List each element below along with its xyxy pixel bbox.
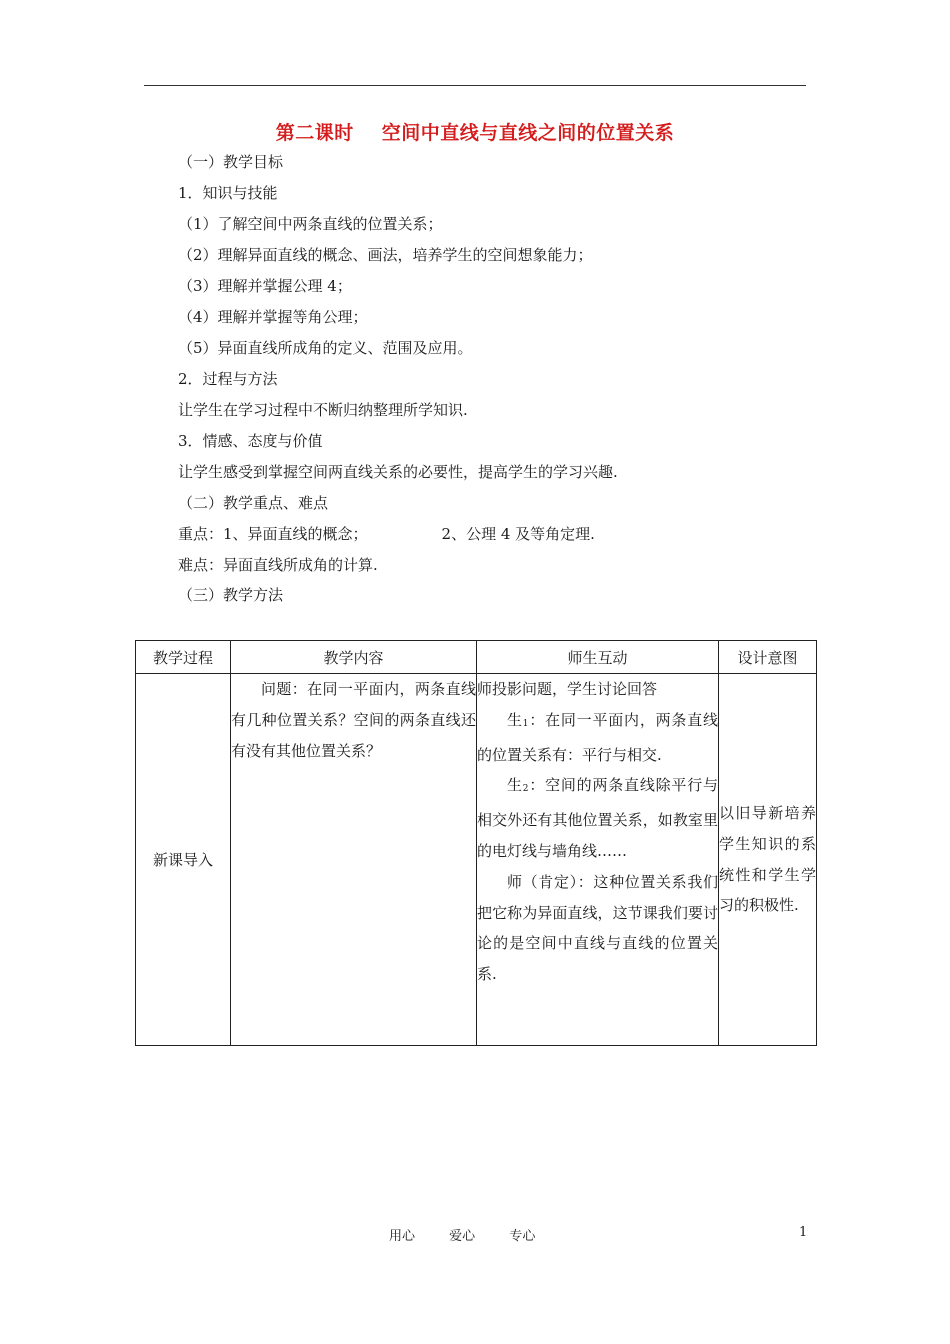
teacher-remark: 师（肯定）：这种位置关系我们把它称为异面直线，这节课我们要讨论的是空间中直线与直线的位置关系. — [477, 872, 718, 984]
intent-cell — [719, 674, 817, 1046]
footer-word-3: 专心 — [509, 1229, 536, 1244]
lesson-process-table — [135, 640, 817, 1046]
keypoint-1: 重点：1、异面直线的概念； — [178, 525, 368, 543]
intent-text: 以旧导新培养学生知识的系统性和学生学习的积极性. — [719, 803, 816, 915]
table-header-row — [136, 641, 817, 674]
interaction-cell — [477, 674, 719, 1046]
student-1-subscript: 1 — [522, 718, 529, 729]
emotion-heading: 3．情感、态度与价值 — [178, 432, 323, 450]
student-2-text: ：空间的两条直线除平行与相交外还有其他位置关系，如教室里的电灯线与墙角线…… — [477, 776, 718, 860]
student-2-subscript: 2 — [522, 784, 529, 795]
stage-cell: 新课导入 — [136, 674, 231, 1046]
page-title — [0, 118, 950, 145]
title-topic: 空间中直线与直线之间的位置关系 — [381, 122, 675, 144]
content-cell — [231, 674, 477, 1046]
difficulty-line: 难点：异面直线所成角的计算. — [178, 556, 378, 574]
page-number: 1 — [799, 1225, 808, 1240]
student-1-text: ：在同一平面内，两条直线的位置关系有：平行与相交. — [477, 710, 718, 764]
header-content: 教学内容 — [231, 641, 477, 674]
knowledge-item-1: （1）了解空间中两条直线的位置关系； — [178, 215, 443, 233]
process-heading: 2．过程与方法 — [178, 370, 278, 388]
objectives-heading: （一）教学目标 — [178, 153, 284, 171]
knowledge-item-4: （4）理解并掌握等角公理； — [178, 308, 368, 326]
keypoints-line — [178, 524, 595, 544]
knowledge-item-5: （5）异面直线所成角的定义、范围及应用。 — [178, 339, 473, 357]
header-interaction: 师生互动 — [477, 641, 719, 674]
student-2-label: 生 — [507, 776, 523, 795]
content-question: 问题：在同一平面内，两条直线有几种位置关系？空间的两条直线还有没有其他位置关系？ — [231, 680, 476, 760]
student-2-answer — [477, 770, 718, 866]
student-1-answer — [477, 705, 718, 771]
knowledge-item-2: （2）理解异面直线的概念、画法，培养学生的空间想象能力； — [178, 246, 593, 264]
header-rule — [144, 85, 806, 86]
keypoints-heading: （二）教学重点、难点 — [178, 494, 329, 512]
knowledge-item-3: （3）理解并掌握公理 4； — [178, 277, 352, 295]
header-intent: 设计意图 — [719, 641, 817, 674]
student-1-label: 生 — [507, 710, 523, 729]
process-text: 让学生在学习过程中不断归纳整理所学知识. — [178, 401, 468, 419]
footer-word-2: 爱心 — [449, 1229, 476, 1244]
title-lesson: 第二课时 — [275, 122, 354, 144]
footer-word-1: 用心 — [389, 1229, 416, 1244]
footer-motto — [389, 1225, 565, 1244]
method-heading: （三）教学方法 — [178, 586, 284, 604]
interaction-intro: 师投影问题，学生讨论回答 — [477, 680, 658, 698]
emotion-text: 让学生感受到掌握空间两直线关系的必要性，提高学生的学习兴趣. — [178, 463, 618, 481]
keypoint-2: 2、公理 4 及等角定理. — [441, 525, 595, 543]
knowledge-heading: 1．知识与技能 — [178, 184, 278, 202]
header-process: 教学过程 — [136, 641, 231, 674]
table-row — [136, 674, 817, 1046]
